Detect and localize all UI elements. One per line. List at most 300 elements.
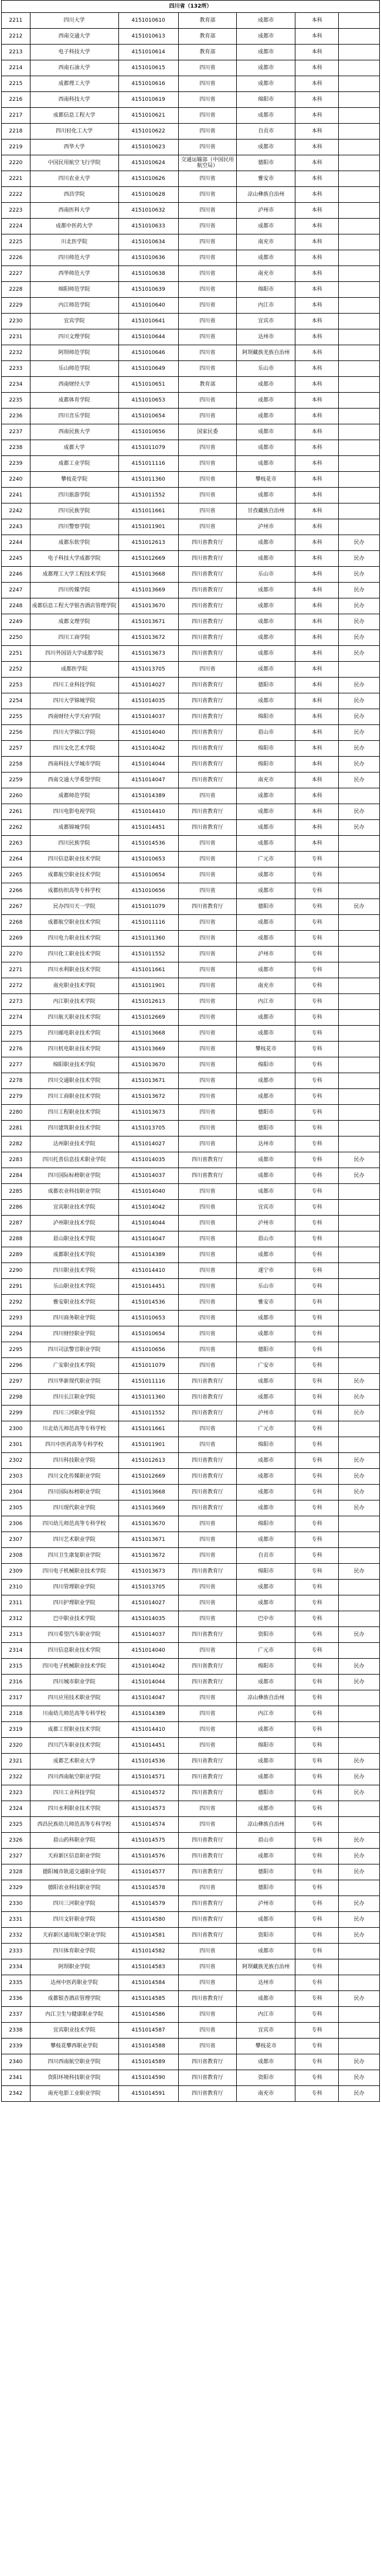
row-number: 2255	[2, 709, 30, 725]
university-name: 达州中医药职业学院	[30, 1975, 118, 1991]
city: 凉山彝族自治州	[237, 1690, 295, 1706]
university-code: 4151013669	[118, 1500, 178, 1516]
education-level: 本科	[295, 583, 339, 598]
education-level: 专科	[295, 1548, 339, 1564]
education-level: 专科	[295, 2086, 339, 2102]
remarks	[339, 1073, 380, 1089]
remarks	[339, 250, 380, 266]
table-row	[2, 1406, 380, 1421]
table-row	[2, 2023, 380, 2039]
university-name: 内江卫生与健康职业学院	[30, 2007, 118, 2023]
education-level: 专科	[295, 1564, 339, 1580]
table-row	[2, 155, 380, 171]
table-row	[2, 1500, 380, 1516]
remarks	[339, 298, 380, 314]
university-code: 4151010613	[118, 29, 178, 45]
university-code: 4151010632	[118, 203, 178, 219]
remarks: 民办	[339, 2070, 380, 2086]
remarks	[339, 2023, 380, 2039]
university-name: 成都农业科技职业学院	[30, 1184, 118, 1200]
university-code: 4151011360	[118, 1390, 178, 1406]
table-row	[2, 1469, 380, 1485]
supervising-department: 四川省	[178, 234, 237, 250]
supervising-department: 四川省	[178, 836, 237, 852]
supervising-department: 四川省	[178, 1121, 237, 1136]
row-number: 2328	[2, 1864, 30, 1880]
remarks	[339, 1738, 380, 1754]
city: 遂宁市	[237, 1263, 295, 1279]
university-name: 西昌学院	[30, 187, 118, 203]
remarks	[339, 203, 380, 219]
university-code: 4151011360	[118, 472, 178, 488]
row-number: 2254	[2, 693, 30, 709]
remarks	[339, 931, 380, 947]
university-name: 西南交通大学	[30, 29, 118, 45]
table-row	[2, 1231, 380, 1247]
university-name: 西昌民族幼儿师范高等专科学校	[30, 1817, 118, 1833]
education-level: 本科	[295, 76, 339, 92]
city: 内江市	[237, 1706, 295, 1722]
row-number: 2318	[2, 1706, 30, 1722]
city: 成都市	[237, 488, 295, 503]
table-row	[2, 614, 380, 630]
education-level: 本科	[295, 219, 339, 234]
university-name: 四川传媒学院	[30, 583, 118, 598]
university-code: 4151013669	[118, 1042, 178, 1057]
university-name: 四川应用技术职业学院	[30, 1690, 118, 1706]
university-name: 成都工贸职业技术学院	[30, 1722, 118, 1738]
education-level: 本科	[295, 203, 339, 219]
city: 成都市	[237, 630, 295, 646]
university-name: 雅安职业技术学院	[30, 1295, 118, 1311]
remarks: 民办	[339, 1754, 380, 1769]
education-level: 专科	[295, 1627, 339, 1643]
education-level: 专科	[295, 1580, 339, 1595]
supervising-department: 四川省	[178, 1580, 237, 1595]
education-level: 专科	[295, 1136, 339, 1152]
university-name: 四川国际标榜职业学院	[30, 1168, 118, 1184]
city: 绵阳市	[237, 1516, 295, 1532]
city: 凉山彝族自治州	[237, 1817, 295, 1833]
table-row	[2, 1295, 380, 1311]
table-row	[2, 1817, 380, 1833]
university-name: 阿坝职业学院	[30, 1959, 118, 1975]
supervising-department: 四川省	[178, 1010, 237, 1026]
supervising-department: 四川省	[178, 1944, 237, 1959]
university-code: 4151013669	[118, 583, 178, 598]
university-code: 4151010624	[118, 155, 178, 171]
city: 凉山彝族自治州	[237, 187, 295, 203]
row-number: 2273	[2, 994, 30, 1010]
university-name: 乐山职业技术学院	[30, 1279, 118, 1295]
education-level: 本科	[295, 630, 339, 646]
supervising-department: 四川省	[178, 393, 237, 409]
table-row	[2, 693, 380, 709]
supervising-department: 四川省	[178, 440, 237, 456]
supervising-department: 四川省	[178, 1136, 237, 1152]
university-name: 成都锦城学院	[30, 820, 118, 836]
supervising-department: 四川省	[178, 1279, 237, 1295]
university-name: 四川信息职业技术学院	[30, 852, 118, 867]
row-number: 2279	[2, 1089, 30, 1105]
table-row	[2, 1722, 380, 1738]
table-row	[2, 630, 380, 646]
row-number: 2278	[2, 1073, 30, 1089]
university-name: 阿坝师范学院	[30, 345, 118, 361]
table-row	[2, 1485, 380, 1500]
education-level: 专科	[295, 1231, 339, 1247]
education-level: 本科	[295, 614, 339, 630]
city: 绵阳市	[237, 1659, 295, 1675]
supervising-department: 四川省	[178, 266, 237, 282]
row-number: 2277	[2, 1057, 30, 1073]
remarks	[339, 962, 380, 978]
university-code: 4151014047	[118, 773, 178, 788]
city: 成都市	[237, 1390, 295, 1406]
education-level: 专科	[295, 1469, 339, 1485]
city: 成都市	[237, 1026, 295, 1042]
table-row	[2, 456, 380, 472]
education-level: 本科	[295, 377, 339, 393]
university-name: 四川信息职业技术学院	[30, 1643, 118, 1659]
city: 成都市	[237, 440, 295, 456]
table-row	[2, 1279, 380, 1295]
row-number: 2298	[2, 1390, 30, 1406]
remarks: 民办	[339, 1675, 380, 1690]
university-name: 四川建筑职业技术学院	[30, 1121, 118, 1136]
education-level: 本科	[295, 314, 339, 329]
university-code: 4151013670	[118, 1057, 178, 1073]
table-row	[2, 1532, 380, 1548]
university-code: 4151010640	[118, 298, 178, 314]
university-name: 四川艺术职业学院	[30, 1532, 118, 1548]
university-name: 四川托普信息技术职业学院	[30, 1152, 118, 1168]
university-name: 资阳环境科技职业学院	[30, 2070, 118, 2086]
city: 成都市	[237, 13, 295, 29]
city: 阿坝藏族羌族自治州	[237, 1959, 295, 1975]
university-name: 攀枝花学院	[30, 472, 118, 488]
supervising-department: 四川省	[178, 139, 237, 155]
row-number: 2228	[2, 282, 30, 298]
supervising-department: 四川省	[178, 1326, 237, 1342]
remarks	[339, 1706, 380, 1722]
education-level: 专科	[295, 1643, 339, 1659]
row-number: 2338	[2, 2023, 30, 2039]
education-level: 本科	[295, 345, 339, 361]
city: 德阳市	[237, 1785, 295, 1801]
remarks	[339, 124, 380, 139]
university-name: 四川旅游学院	[30, 488, 118, 503]
university-name: 四川电子机械职业技术学院	[30, 1659, 118, 1675]
remarks	[339, 361, 380, 377]
row-number: 2325	[2, 1817, 30, 1833]
row-number: 2310	[2, 1580, 30, 1595]
university-name: 四川文理学院	[30, 329, 118, 345]
remarks	[339, 1216, 380, 1231]
university-name: 成都航空职业技术学院	[30, 867, 118, 883]
university-code: 4151012669	[118, 551, 178, 567]
city: 内江市	[237, 298, 295, 314]
university-code: 4151014586	[118, 2007, 178, 2023]
table-row	[2, 1263, 380, 1279]
supervising-department: 四川省	[178, 994, 237, 1010]
city: 成都市	[237, 867, 295, 883]
table-row	[2, 440, 380, 456]
row-number: 2281	[2, 1121, 30, 1136]
table-row	[2, 1010, 380, 1026]
table-row	[2, 1675, 380, 1690]
university-code: 4151011901	[118, 1437, 178, 1453]
remarks: 民办	[339, 2086, 380, 2102]
city: 成都市	[237, 76, 295, 92]
remarks	[339, 314, 380, 329]
remarks	[339, 393, 380, 409]
supervising-department: 四川省	[178, 472, 237, 488]
university-code: 4151014410	[118, 1722, 178, 1738]
supervising-department: 四川省	[178, 250, 237, 266]
remarks	[339, 1263, 380, 1279]
remarks	[339, 329, 380, 345]
table-row	[2, 171, 380, 187]
row-number: 2260	[2, 788, 30, 804]
table-row	[2, 836, 380, 852]
supervising-department: 四川省	[178, 1421, 237, 1437]
city: 泸州市	[237, 519, 295, 535]
remarks	[339, 1311, 380, 1326]
table-row	[2, 2086, 380, 2102]
row-number: 2306	[2, 1516, 30, 1532]
row-number: 2333	[2, 1944, 30, 1959]
university-name: 中国民用航空飞行学院	[30, 155, 118, 171]
row-number: 2251	[2, 646, 30, 662]
education-level: 本科	[295, 361, 339, 377]
remarks	[339, 1421, 380, 1437]
city: 成都市	[237, 1374, 295, 1390]
row-number: 2295	[2, 1342, 30, 1358]
education-level: 专科	[295, 1121, 339, 1136]
remarks	[339, 29, 380, 45]
row-number: 2221	[2, 171, 30, 187]
university-name: 四川卫生康复职业学院	[30, 1548, 118, 1564]
row-number: 2248	[2, 598, 30, 614]
remarks: 民办	[339, 630, 380, 646]
table-row	[2, 646, 380, 662]
university-code: 4151014042	[118, 741, 178, 757]
university-name: 天府新区信息职业学院	[30, 1849, 118, 1864]
supervising-department: 四川省教育厅	[178, 693, 237, 709]
education-level: 本科	[295, 709, 339, 725]
university-name: 四川民族学院	[30, 503, 118, 519]
university-table	[1, 0, 380, 2102]
university-code: 4151011079	[118, 440, 178, 456]
city: 成都市	[237, 1912, 295, 1928]
university-code: 4151010651	[118, 377, 178, 393]
table-row	[2, 1580, 380, 1595]
education-level: 专科	[295, 1057, 339, 1073]
supervising-department: 四川省	[178, 1358, 237, 1374]
university-code: 4151014410	[118, 1263, 178, 1279]
table-row	[2, 931, 380, 947]
city: 成都市	[237, 1469, 295, 1485]
table-row	[2, 187, 380, 203]
university-name: 四川工业科技学院	[30, 678, 118, 693]
supervising-department: 四川省教育厅	[178, 1833, 237, 1849]
table-row	[2, 915, 380, 931]
table-row	[2, 883, 380, 899]
table-row	[2, 409, 380, 424]
education-level: 专科	[295, 1010, 339, 1026]
university-code: 4151011552	[118, 947, 178, 962]
university-code: 4151011901	[118, 978, 178, 994]
city: 成都市	[237, 804, 295, 820]
university-code: 4151011116	[118, 1374, 178, 1390]
education-level: 专科	[295, 867, 339, 883]
table-row	[2, 535, 380, 551]
supervising-department: 四川省	[178, 962, 237, 978]
row-number: 2322	[2, 1769, 30, 1785]
university-code: 4151014035	[118, 1611, 178, 1627]
university-code: 4151013670	[118, 1516, 178, 1532]
row-number: 2267	[2, 899, 30, 915]
city: 成都市	[237, 1184, 295, 1200]
remarks: 民办	[339, 741, 380, 757]
university-code: 4151014574	[118, 1817, 178, 1833]
table-row	[2, 266, 380, 282]
city: 泸州市	[237, 1406, 295, 1421]
row-number: 2290	[2, 1263, 30, 1279]
education-level: 专科	[295, 852, 339, 867]
table-row	[2, 994, 380, 1010]
university-code: 4151010654	[118, 867, 178, 883]
table-row	[2, 820, 380, 836]
education-level: 专科	[295, 1042, 339, 1057]
education-level: 专科	[295, 1690, 339, 1706]
row-number: 2342	[2, 2086, 30, 2102]
row-number: 2327	[2, 1849, 30, 1864]
table-row	[2, 1247, 380, 1263]
education-level: 专科	[295, 1263, 339, 1279]
remarks	[339, 76, 380, 92]
university-name: 宜宾职业技术学院	[30, 2023, 118, 2039]
education-level: 专科	[295, 1611, 339, 1627]
table-row	[2, 867, 380, 883]
row-number: 2341	[2, 2070, 30, 2086]
supervising-department: 四川省教育厅	[178, 1168, 237, 1184]
remarks	[339, 139, 380, 155]
supervising-department: 四川省	[178, 1295, 237, 1311]
row-number: 2330	[2, 1896, 30, 1912]
remarks	[339, 1121, 380, 1136]
education-level: 本科	[295, 250, 339, 266]
table-row	[2, 583, 380, 598]
university-code: 4151013705	[118, 1121, 178, 1136]
city: 泸州市	[237, 203, 295, 219]
university-code: 4151013673	[118, 646, 178, 662]
city: 成都市	[237, 219, 295, 234]
education-level: 本科	[295, 424, 339, 440]
university-code: 4151010639	[118, 282, 178, 298]
city: 成都市	[237, 693, 295, 709]
university-code: 4151010622	[118, 124, 178, 139]
education-level: 专科	[295, 1279, 339, 1295]
table-row	[2, 393, 380, 409]
university-name: 绵阳师范学院	[30, 282, 118, 298]
table-row	[2, 1516, 380, 1532]
university-code: 4151012669	[118, 1010, 178, 1026]
row-number: 2237	[2, 424, 30, 440]
education-level: 专科	[295, 1833, 339, 1849]
remarks	[339, 1611, 380, 1627]
table-row	[2, 1944, 380, 1959]
university-name: 四川司法警官职业学院	[30, 1342, 118, 1358]
university-code: 4151013673	[118, 1105, 178, 1121]
row-number: 2340	[2, 2054, 30, 2070]
university-name: 南充职业技术学院	[30, 978, 118, 994]
city: 成都市	[237, 1247, 295, 1263]
supervising-department: 四川省教育厅	[178, 1453, 237, 1469]
remarks	[339, 1247, 380, 1263]
remarks: 民办	[339, 899, 380, 915]
row-number: 2334	[2, 1959, 30, 1975]
remarks	[339, 1880, 380, 1896]
university-code: 4151013668	[118, 1026, 178, 1042]
university-code: 4151013671	[118, 614, 178, 630]
university-code: 4151014588	[118, 2039, 178, 2054]
table-row	[2, 203, 380, 219]
table-row	[2, 1754, 380, 1769]
university-code: 4151014585	[118, 1991, 178, 2007]
table-row	[2, 1437, 380, 1453]
university-code: 4151010621	[118, 108, 178, 124]
university-code: 4151010633	[118, 219, 178, 234]
remarks: 民办	[339, 1769, 380, 1785]
supervising-department: 四川省教育厅	[178, 598, 237, 614]
university-code: 4151010654	[118, 1326, 178, 1342]
university-code: 4151014590	[118, 2070, 178, 2086]
university-code: 4151011661	[118, 503, 178, 519]
row-number: 2324	[2, 1801, 30, 1817]
table-row	[2, 1864, 380, 1880]
university-code: 4151010610	[118, 13, 178, 29]
education-level: 专科	[295, 1216, 339, 1231]
city: 资阳市	[237, 1627, 295, 1643]
city: 成都市	[237, 1485, 295, 1500]
row-number: 2314	[2, 1643, 30, 1659]
education-level: 专科	[295, 1311, 339, 1326]
remarks: 民办	[339, 1849, 380, 1864]
city: 德阳市	[237, 678, 295, 693]
table-row	[2, 773, 380, 788]
education-level: 本科	[295, 725, 339, 741]
remarks: 民办	[339, 1453, 380, 1469]
remarks	[339, 1801, 380, 1817]
row-number: 2231	[2, 329, 30, 345]
university-name: 四川交通职业技术学院	[30, 1073, 118, 1089]
education-level: 专科	[295, 1200, 339, 1216]
supervising-department: 四川省	[178, 1263, 237, 1279]
education-level: 本科	[295, 804, 339, 820]
university-code: 4151014581	[118, 1928, 178, 1944]
remarks	[339, 1089, 380, 1105]
university-name: 四川城市职业学院	[30, 1675, 118, 1690]
city: 成都市	[237, 662, 295, 678]
table-row	[2, 1896, 380, 1912]
row-number: 2284	[2, 1168, 30, 1184]
table-row	[2, 899, 380, 915]
remarks	[339, 947, 380, 962]
supervising-department: 四川省教育厅	[178, 709, 237, 725]
education-level: 本科	[295, 757, 339, 773]
